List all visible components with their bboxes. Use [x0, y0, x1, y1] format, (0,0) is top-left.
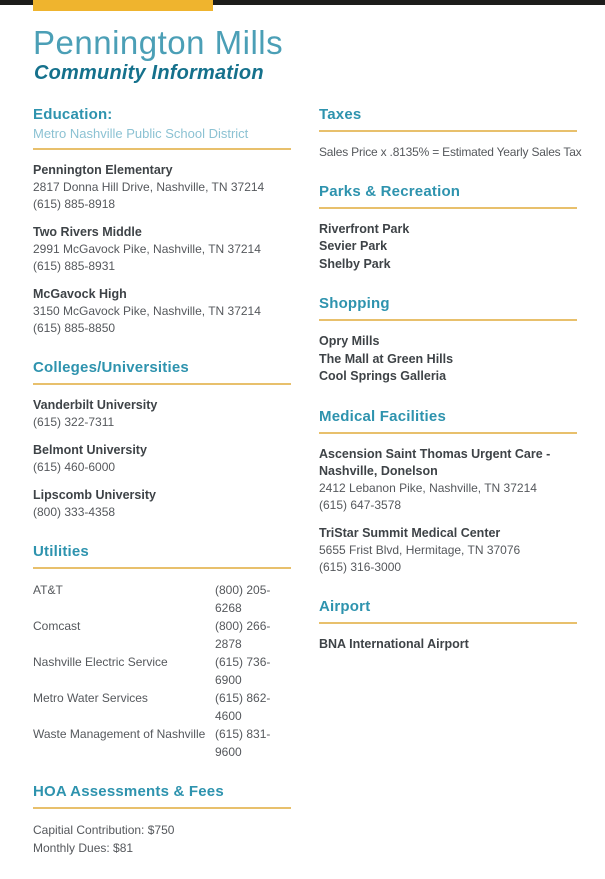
park-item: Riverfront Park — [319, 221, 410, 236]
section-heading-taxes: Taxes — [319, 105, 362, 123]
school-address: 3150 McGavock Pike, Nashville, TN 37214 — [33, 303, 261, 318]
medical-phone: (615) 316-3000 — [319, 559, 402, 574]
section-utilities — [33, 543, 291, 761]
section-airport — [319, 598, 577, 654]
content-columns — [0, 106, 605, 879]
section-hoa — [33, 783, 291, 857]
utility-name: Nashville Electric Service — [33, 654, 168, 669]
college-phone: (615) 460-6000 — [33, 459, 116, 474]
school-item — [33, 286, 291, 337]
hoa-capital-contribution: Capitial Contribution: $750 — [33, 822, 175, 837]
section-divider — [319, 130, 577, 132]
college-item — [33, 442, 291, 476]
section-divider — [319, 319, 577, 321]
park-item: Sevier Park — [319, 239, 388, 254]
section-heading-utilities: Utilities — [33, 542, 89, 560]
section-divider — [33, 807, 291, 809]
section-parks — [319, 183, 577, 274]
park-item: Shelby Park — [319, 256, 391, 271]
medical-name: TriStar Summit Medical Center — [319, 525, 501, 540]
school-name: McGavock High — [33, 286, 127, 301]
hoa-monthly-dues: Monthly Dues: $81 — [33, 840, 134, 855]
shopping-item: Opry Mills — [319, 334, 380, 349]
section-colleges — [33, 359, 291, 521]
medical-phone: (615) 647-3578 — [319, 497, 402, 512]
school-address: 2817 Donna Hill Drive, Nashville, TN 37214 — [33, 179, 265, 194]
college-name: Belmont University — [33, 442, 147, 457]
document-header — [0, 0, 605, 85]
airport-item: BNA International Airport — [319, 636, 469, 651]
utility-phone: (800) 205-6268 — [215, 582, 271, 615]
page-subtitle: Community Information — [34, 61, 264, 84]
section-heading-airport: Airport — [319, 597, 371, 615]
school-phone: (615) 885-8931 — [33, 258, 116, 273]
utility-phone: (615) 831-9600 — [215, 726, 271, 759]
section-divider — [33, 383, 291, 385]
section-heading-medical: Medical Facilities — [319, 407, 446, 425]
utility-row — [33, 581, 291, 617]
utility-name: Comcast — [33, 618, 81, 633]
utility-name: Metro Water Services — [33, 690, 148, 705]
medical-address: 2412 Lebanon Pike, Nashville, TN 37214 — [319, 480, 537, 495]
utility-row — [33, 725, 291, 761]
utility-row — [33, 617, 291, 653]
college-phone: (800) 333-4358 — [33, 504, 116, 519]
utility-phone: (615) 862-4600 — [215, 690, 271, 723]
section-divider — [319, 207, 577, 209]
medical-address: 5655 Frist Blvd, Hermitage, TN 37076 — [319, 542, 521, 557]
section-heading-hoa: HOA Assessments & Fees — [33, 782, 224, 800]
utility-phone: (800) 266-2878 — [215, 618, 271, 651]
brand-accent-bar — [33, 0, 213, 11]
section-shopping — [319, 295, 577, 386]
shopping-item: The Mall at Green Hills — [319, 351, 454, 366]
medical-item — [319, 446, 577, 514]
page-title: Pennington Mills — [33, 24, 284, 61]
school-phone: (615) 885-8850 — [33, 320, 116, 335]
college-name: Lipscomb University — [33, 487, 156, 502]
college-phone: (615) 322-7311 — [33, 414, 115, 429]
medical-name: Ascension Saint Thomas Urgent Care - Nashville, Donelson — [319, 446, 551, 478]
utility-row — [33, 689, 291, 725]
section-divider — [319, 622, 577, 624]
school-phone: (615) 885-8918 — [33, 196, 116, 211]
section-divider — [33, 567, 291, 569]
utility-phone: (615) 736-6900 — [215, 654, 271, 687]
college-item — [33, 487, 291, 521]
section-divider — [319, 432, 577, 434]
tax-formula: Sales Price x .8135% = Estimated Yearly Sales Tax — [319, 144, 582, 159]
shopping-item: Cool Springs Galleria — [319, 369, 447, 384]
section-heading-education: Education: — [33, 105, 113, 123]
utility-row — [33, 653, 291, 689]
utility-name: Waste Management of Nashville — [33, 726, 206, 741]
medical-item — [319, 525, 577, 576]
section-medical — [319, 408, 577, 576]
section-heading-shopping: Shopping — [319, 295, 390, 313]
school-item — [33, 162, 291, 213]
education-district: Metro Nashville Public School District — [33, 125, 249, 141]
school-name: Pennington Elementary — [33, 162, 173, 177]
college-name: Vanderbilt University — [33, 397, 158, 412]
college-item — [33, 397, 291, 431]
right-column — [319, 105, 582, 879]
school-item — [33, 224, 291, 275]
section-education — [33, 106, 291, 337]
school-address: 2991 McGavock Pike, Nashville, TN 37214 — [33, 241, 261, 256]
section-heading-parks: Parks & Recreation — [319, 182, 461, 200]
utility-name: AT&T — [33, 582, 63, 597]
section-divider — [33, 148, 291, 150]
section-taxes — [319, 105, 582, 161]
school-name: Two Rivers Middle — [33, 224, 142, 239]
left-column — [33, 106, 291, 879]
section-heading-colleges: Colleges/Universities — [33, 358, 189, 376]
